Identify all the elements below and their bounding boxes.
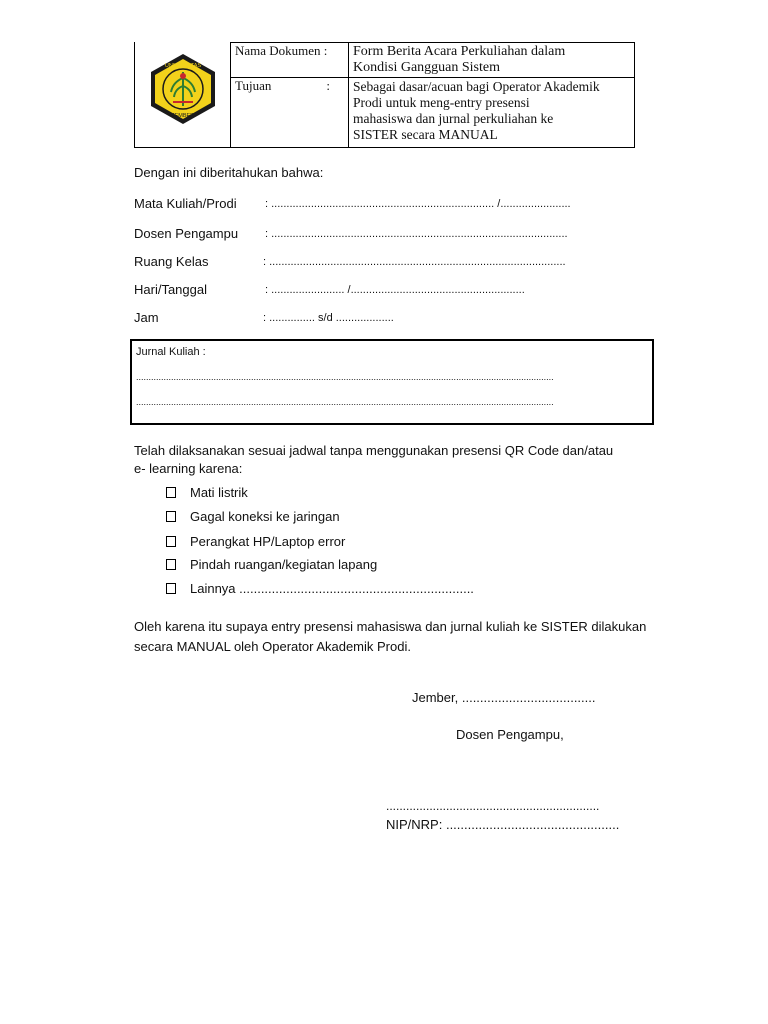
jurnal-label: Jurnal Kuliah : xyxy=(136,346,206,358)
checkbox-icon[interactable] xyxy=(166,583,176,594)
checkbox-icon[interactable] xyxy=(166,511,176,522)
tujuan-colon: : xyxy=(326,78,330,93)
tujuan-value-line3: mahasiswa dan jurnal perkuliahan ke xyxy=(353,111,554,126)
reason-item-perangkat[interactable] xyxy=(166,534,345,549)
tujuan-value-line1: Sebagai dasar/acuan bagi Operator Akademik xyxy=(353,79,600,94)
nama-dokumen-value-cell xyxy=(349,42,635,78)
reason-item-gagal-koneksi[interactable] xyxy=(166,509,340,524)
field-value-mata-kuliah[interactable]: : ......................................................................... /....................... xyxy=(265,198,571,210)
place-date[interactable]: Jember, ..................................... xyxy=(412,690,596,705)
field-value-ruang[interactable]: : ................................................................................................. xyxy=(263,256,566,268)
tujuan-value-cell xyxy=(349,77,635,148)
nama-dokumen-value-line2: Kondisi Gangguan Sistem xyxy=(353,60,500,75)
checkbox-icon[interactable] xyxy=(166,559,176,570)
reason-item-pindah-ruangan[interactable] xyxy=(166,557,377,572)
reason-item-lainnya[interactable] xyxy=(166,581,474,596)
checkbox-icon[interactable] xyxy=(166,536,176,547)
jurnal-kuliah-box[interactable] xyxy=(130,339,654,425)
logo-cell xyxy=(134,42,230,148)
field-value-dosen[interactable]: : ................................................................................................. xyxy=(265,228,568,240)
logo-text-bottom: JEMBER xyxy=(171,113,195,119)
signature-role: Dosen Pengampu, xyxy=(456,727,564,742)
tujuan-label: Tujuan xyxy=(235,78,272,93)
statement-paragraph xyxy=(134,441,654,479)
reason-label: Pindah ruangan/kegiatan lapang xyxy=(190,557,378,572)
closing-paragraph xyxy=(134,617,654,657)
document-header-table xyxy=(134,42,635,148)
field-label-hari: Hari/Tanggal xyxy=(134,282,207,297)
logo-text-top: UNIVERSITAS xyxy=(164,63,202,69)
tujuan-label-cell xyxy=(230,77,349,148)
tujuan-value-line4: SISTER secara MANUAL xyxy=(353,127,498,142)
jurnal-line-2[interactable]: ....................................................................................................................................................................... xyxy=(136,397,554,407)
field-label-mata-kuliah: Mata Kuliah/Prodi xyxy=(134,196,237,211)
signature-nip[interactable]: NIP/NRP: ................................................ xyxy=(386,817,620,832)
university-logo xyxy=(147,52,219,126)
reason-label: Gagal koneksi ke jaringan xyxy=(190,509,340,524)
closing-line-2: secara MANUAL oleh Operator Akademik Prodi. xyxy=(134,639,411,654)
tujuan-value-line2: Prodi untuk meng-entry presensi xyxy=(353,95,530,110)
reason-label: Lainnya ................................................................. xyxy=(190,581,474,596)
statement-line-2: e- learning karena: xyxy=(134,461,243,476)
reason-item-mati-listrik[interactable] xyxy=(166,485,248,500)
field-label-ruang: Ruang Kelas xyxy=(134,254,209,269)
nama-dokumen-value-line1: Form Berita Acara Perkuliahan dalam xyxy=(353,44,566,59)
field-label-dosen: Dosen Pengampu xyxy=(134,226,239,241)
jurnal-line-1[interactable]: ....................................................................................................................................................................... xyxy=(136,372,554,382)
field-value-hari[interactable]: : ........................ /......................................................... xyxy=(265,284,525,296)
nama-dokumen-label: Nama Dokumen : xyxy=(235,43,328,58)
intro-text: Dengan ini diberitahukan bahwa: xyxy=(134,165,324,180)
nama-dokumen-label-cell xyxy=(230,42,349,78)
signature-name-line[interactable]: ................................................................ xyxy=(386,799,600,813)
checkbox-icon[interactable] xyxy=(166,487,176,498)
statement-line-1: Telah dilaksanakan sesuai jadwal tanpa menggunakan presensi QR Code dan/atau xyxy=(134,443,614,458)
field-value-jam[interactable]: : ............... s/d ................... xyxy=(263,312,394,324)
field-label-jam: Jam xyxy=(134,310,159,325)
closing-line-1: Oleh karena itu supaya entry presensi mahasiswa dan jurnal kuliah ke SISTER dilakukan xyxy=(134,619,647,634)
reason-label: Perangkat HP/Laptop error xyxy=(190,534,346,549)
reason-label: Mati listrik xyxy=(190,485,248,500)
